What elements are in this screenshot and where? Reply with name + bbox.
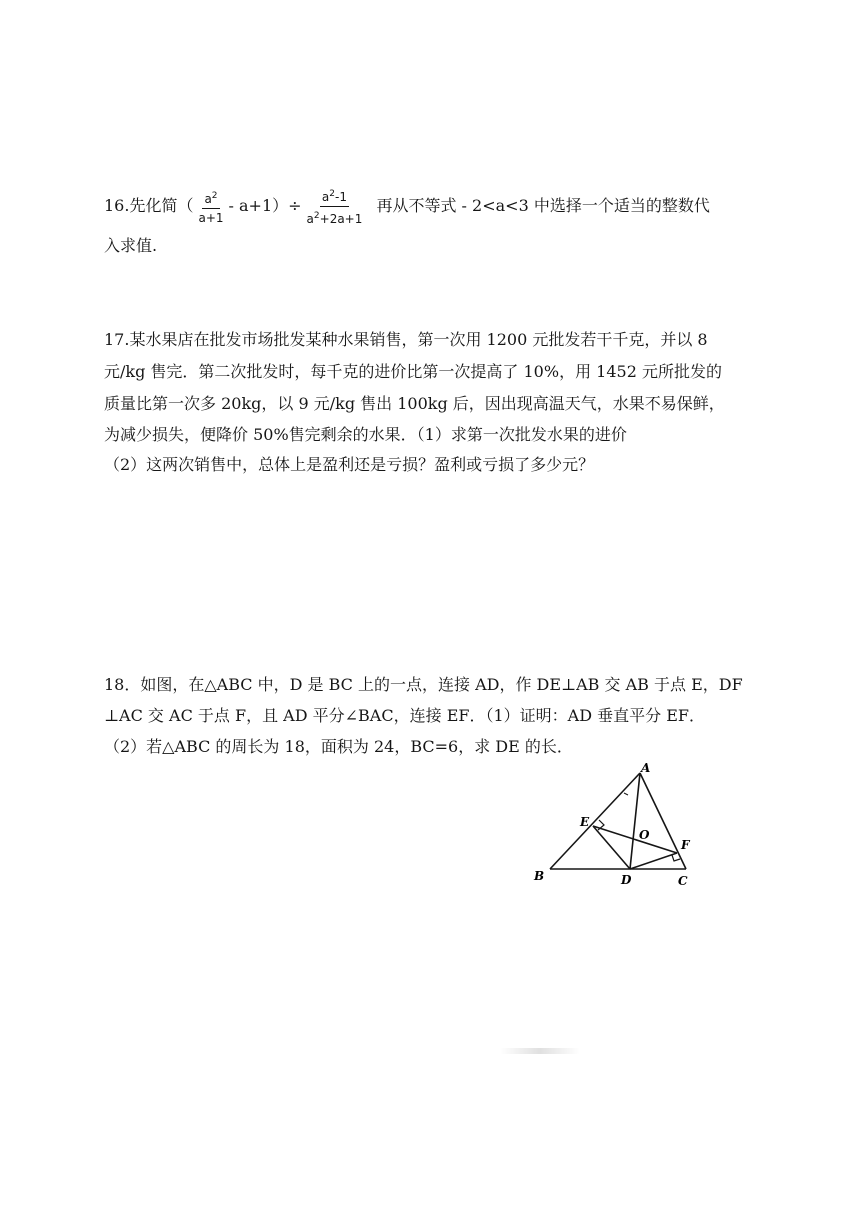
label-f: F [681, 838, 690, 852]
triangle-figure [520, 760, 710, 895]
segment-ac [640, 773, 686, 869]
tick-mark-ab [624, 793, 628, 795]
label-e: E [580, 815, 590, 829]
q16-frac2-num-base: a [321, 190, 330, 204]
q16-fraction-2 [305, 187, 365, 226]
q16-frac2-num-rest: -1 [335, 190, 347, 204]
label-b: B [534, 869, 545, 883]
label-a: A [641, 761, 651, 775]
label-c: C [678, 874, 688, 888]
q16-frac1-den: a+1 [198, 210, 224, 225]
q18-line2: ⊥AC 交 AC 于点 F，且 AD 平分∠BAC，连接 EF．（1）证明：AD 垂直平分 EF． [104, 706, 705, 725]
q16-line2: 入求值. [104, 236, 158, 255]
segment-df [630, 853, 677, 869]
q18-line3: （2）若△ABC 的周长为 18，面积为 24，BC=6，求 DE 的长． [104, 737, 573, 756]
q16-frac2-den-exp: 2 [313, 211, 320, 221]
segment-ab [550, 773, 640, 869]
q17-line4: 为减少损失，便降价 50%售完剩余的水果．（1）求第一次批发水果的进价 [104, 425, 627, 444]
q18-line1: 18．如图，在△ABC 中，D 是 BC 上的一点，连接 AD，作 DE⊥AB 交 AB 于点 E，DF [104, 675, 743, 694]
q16-frac1-exp: 2 [211, 190, 218, 201]
q16-frac2-den-base: a [306, 212, 314, 226]
q16-fraction-1 [196, 189, 225, 225]
q16-prefix: 先化简（ [129, 196, 194, 215]
q16-number: 16. [104, 196, 130, 215]
q16-minus-part: - a+1）÷ [228, 196, 302, 215]
q17-line5: （2）这两次销售中，总体上是盈利还是亏损？盈利或亏损了多少元？ [104, 455, 595, 474]
label-o: O [639, 828, 650, 842]
right-angle-mark-f [672, 855, 680, 861]
q16-suffix: 再从不等式 - 2<a<3 中选择一个适当的整数代 [376, 196, 710, 215]
q17-line2: 元/kg 售完．第二次批发时，每千克的进价比第一次提高了 10%，用 1452 元所批发的 [104, 362, 722, 381]
q17-line3: 质量比第一次多 20kg，以 9 元/kg 售出 100kg 后，因出现高温天气，水果不易保鲜， [104, 394, 725, 413]
segment-ad [630, 773, 640, 869]
q16-line1 [104, 187, 710, 226]
q16-frac1-num: a [204, 191, 212, 206]
q16-frac2-den-rest: +2a+1 [319, 212, 363, 226]
q16-frac2-num-exp: 2 [329, 189, 336, 199]
label-d: D [621, 873, 632, 887]
q17-line1: 17.某水果店在批发市场批发某种水果销售，第一次用 1200 元批发若干千克，并以 8 [104, 330, 708, 349]
scan-smudge [500, 1048, 580, 1054]
